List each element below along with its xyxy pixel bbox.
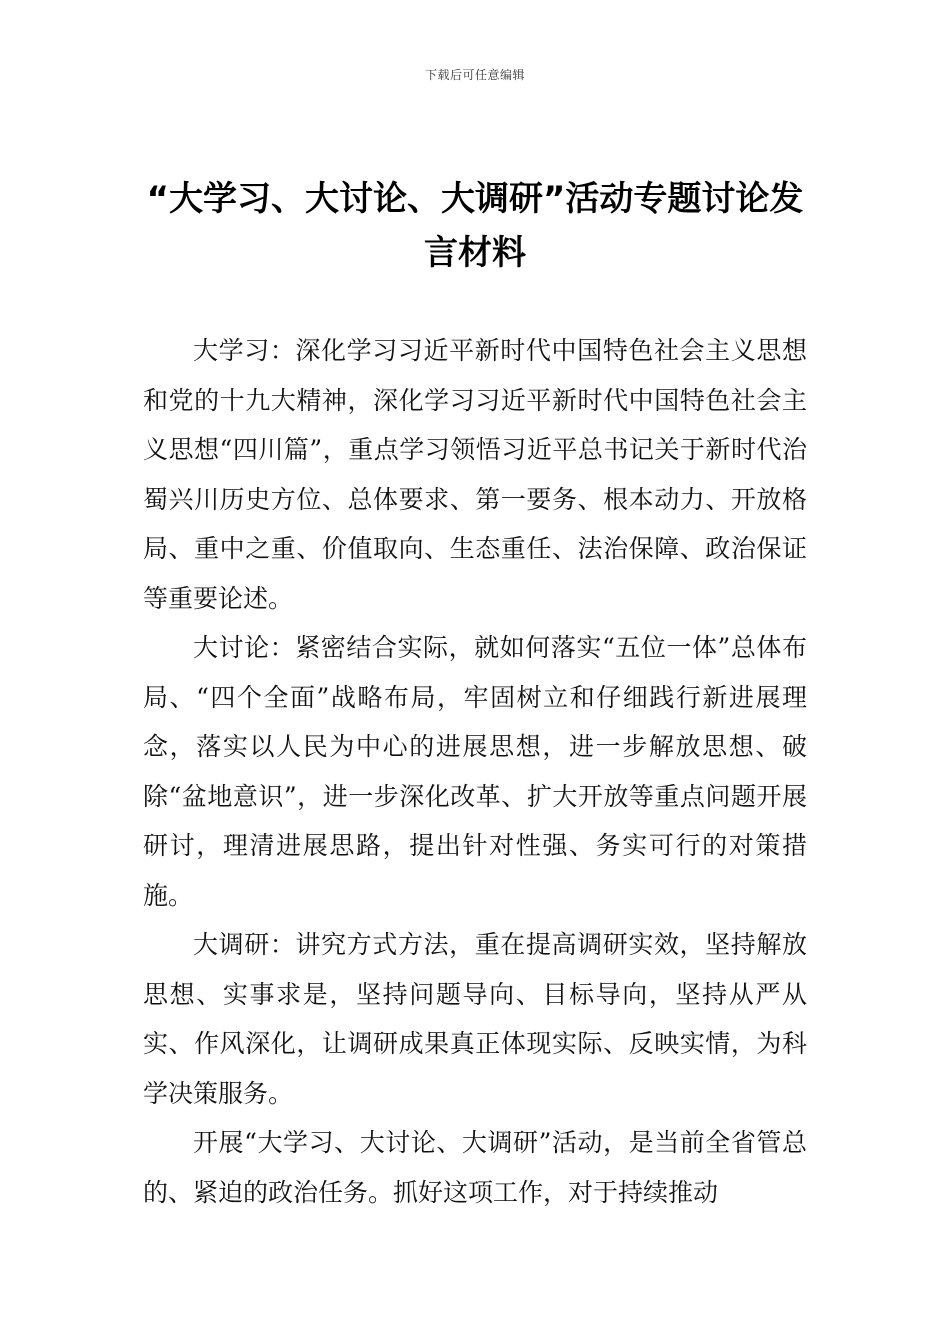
- paragraph-study: 大学习：深化学习习近平新时代中国特色社会主义思想和党的十九大精神，深化学习习近平新时代中国特色社会主义思想“四川篇”，重点学习领悟习近平总书记关于新时代治蜀兴川历史方位、总体要求、第一要务、根本动力、开放格局、重中之重、价值取向、生态重任、法治保障、政治保证等重要论述。: [143, 336, 807, 613]
- paragraph-activity: 开展“大学习、大讨论、大调研”活动，是当前全省管总的、紧迫的政治任务。抓好这项工作，对于持续推动: [143, 1128, 807, 1207]
- header-note: 下载后可任意编辑: [424, 68, 525, 82]
- document-body: [143, 326, 807, 1217]
- paragraph-research: 大调研：讲究方式方法，重在提高调研实效，坚持解放思想、实事求是，坚持问题导向、目标导向，坚持从严从实、作风深化，让调研成果真正体现实际、反映实情，为科学决策服务。: [143, 930, 807, 1108]
- document-title: “大学习、大讨论、大调研”活动专题讨论发言材料: [146, 179, 804, 273]
- paragraph-discussion: 大讨论：紧密结合实际，就如何落实“五位一体”总体布局、“四个全面”战略布局，牢固树立和仔细践行新进展理念，落实以人民为中心的进展思想，进一步解放思想、破除“盆地意识”，进一步深化改革、扩大开放等重点问题开展研讨，理清进展思路，提出针对性强、务实可行的对策措施。: [143, 633, 807, 910]
